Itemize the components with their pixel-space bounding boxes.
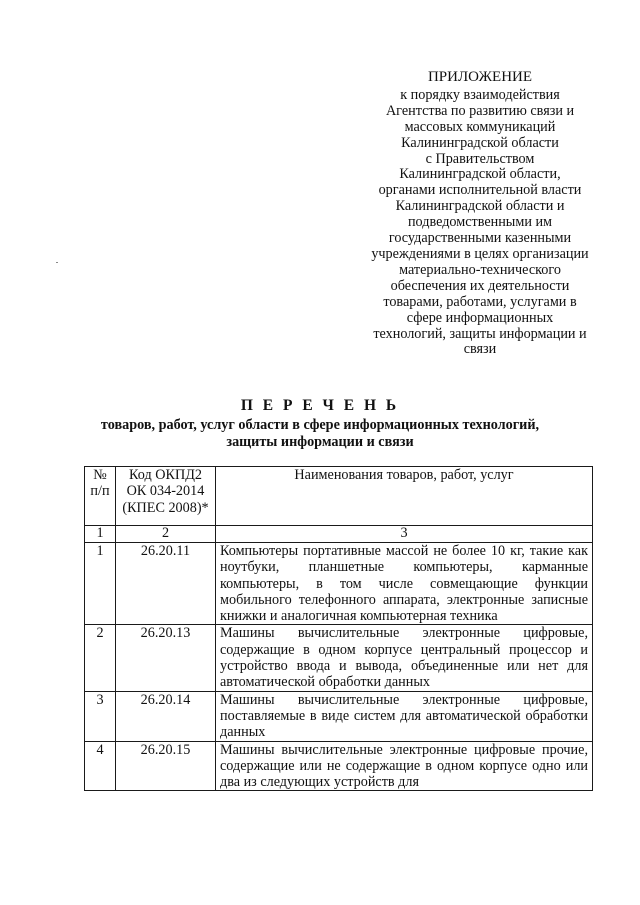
subtitle-line: защиты информации и связи: [226, 434, 414, 450]
appendix-line: органами исполнительной власти: [378, 182, 582, 199]
row-code: 26.20.15: [116, 741, 216, 791]
scan-speck: [56, 262, 58, 263]
appendix-line: с Правительством: [425, 150, 535, 167]
table-row: [85, 625, 593, 691]
row-code: 26.20.13: [116, 625, 216, 691]
header-name: Наименования товаров, работ, услуг: [216, 467, 593, 526]
row-num: 2: [85, 625, 116, 691]
appendix-line: сфере информационных: [406, 309, 554, 326]
appendix-line: материально-технического: [399, 261, 561, 278]
header-num: № п/п: [85, 467, 116, 526]
appendix-line: Калининградской области,: [399, 166, 561, 183]
table-header-row: [85, 467, 593, 526]
appendix-line: Калининградской области: [401, 134, 559, 151]
row-num: 4: [85, 741, 116, 791]
document-title: П Е Р Е Ч Е Н Ь: [240, 397, 400, 414]
row-code: 26.20.11: [116, 543, 216, 625]
row-num: 3: [85, 691, 116, 741]
appendix-line: массовых коммуникаций: [404, 118, 556, 135]
appendix-line: Агентства по развитию связи и: [385, 102, 575, 119]
appendix-line: подведомственными им: [407, 214, 553, 231]
table-row: [85, 691, 593, 741]
appendix-line: государственными казенными: [388, 230, 572, 247]
subtitle-line: товаров, работ, услуг области в сфере информационных технологий,: [100, 417, 540, 433]
row-name: Машины вычислительные электронные цифровые прочие, содержащие или не содержащие в одном корпусе одно или два из следующих устройств для: [216, 741, 593, 791]
row-num: 1: [85, 543, 116, 625]
table-index-row: [85, 526, 593, 543]
row-name: Машины вычислительные электронные цифровые, содержащие в одном корпусе центральный процессор и устройство ввода и вывода, объединенные или нет для автоматической обработки данных: [216, 625, 593, 691]
appendix-line: обеспечения их деятельности: [390, 277, 570, 294]
appendix-line: товарами, работами, услугами в: [383, 293, 577, 310]
document-subtitle: [60, 417, 580, 451]
index-cell: 1: [85, 526, 116, 543]
appendix-line: связи: [463, 341, 497, 358]
row-name: Компьютеры портативные массой не более 10 кг, такие как ноутбуки, планшетные компьютеры, карманные компьютеры, в том числе совмещающие функции мобильного телефонного аппарата, электронные записные книжки и аналогичная компьютерная техника: [216, 543, 593, 625]
appendix-line: технологий, защиты информации и: [373, 325, 587, 342]
goods-table: [84, 466, 593, 791]
appendix-heading: ПРИЛОЖЕНИЕ: [427, 69, 533, 85]
header-code: Код ОКПД2 ОК 034-2014 (КПЕС 2008)*: [116, 467, 216, 526]
table-row: [85, 741, 593, 791]
index-cell: 2: [116, 526, 216, 543]
appendix-line: Калининградской области и: [395, 198, 565, 215]
appendix-block: [355, 70, 605, 358]
index-cell: 3: [216, 526, 593, 543]
appendix-line: к порядку взаимодействия: [400, 86, 560, 103]
row-code: 26.20.14: [116, 691, 216, 741]
row-name: Машины вычислительные электронные цифровые, поставляемые в виде систем для автоматической обработки данных: [216, 691, 593, 741]
table-row: [85, 543, 593, 625]
appendix-line: учреждениями в целях организации: [371, 245, 589, 262]
